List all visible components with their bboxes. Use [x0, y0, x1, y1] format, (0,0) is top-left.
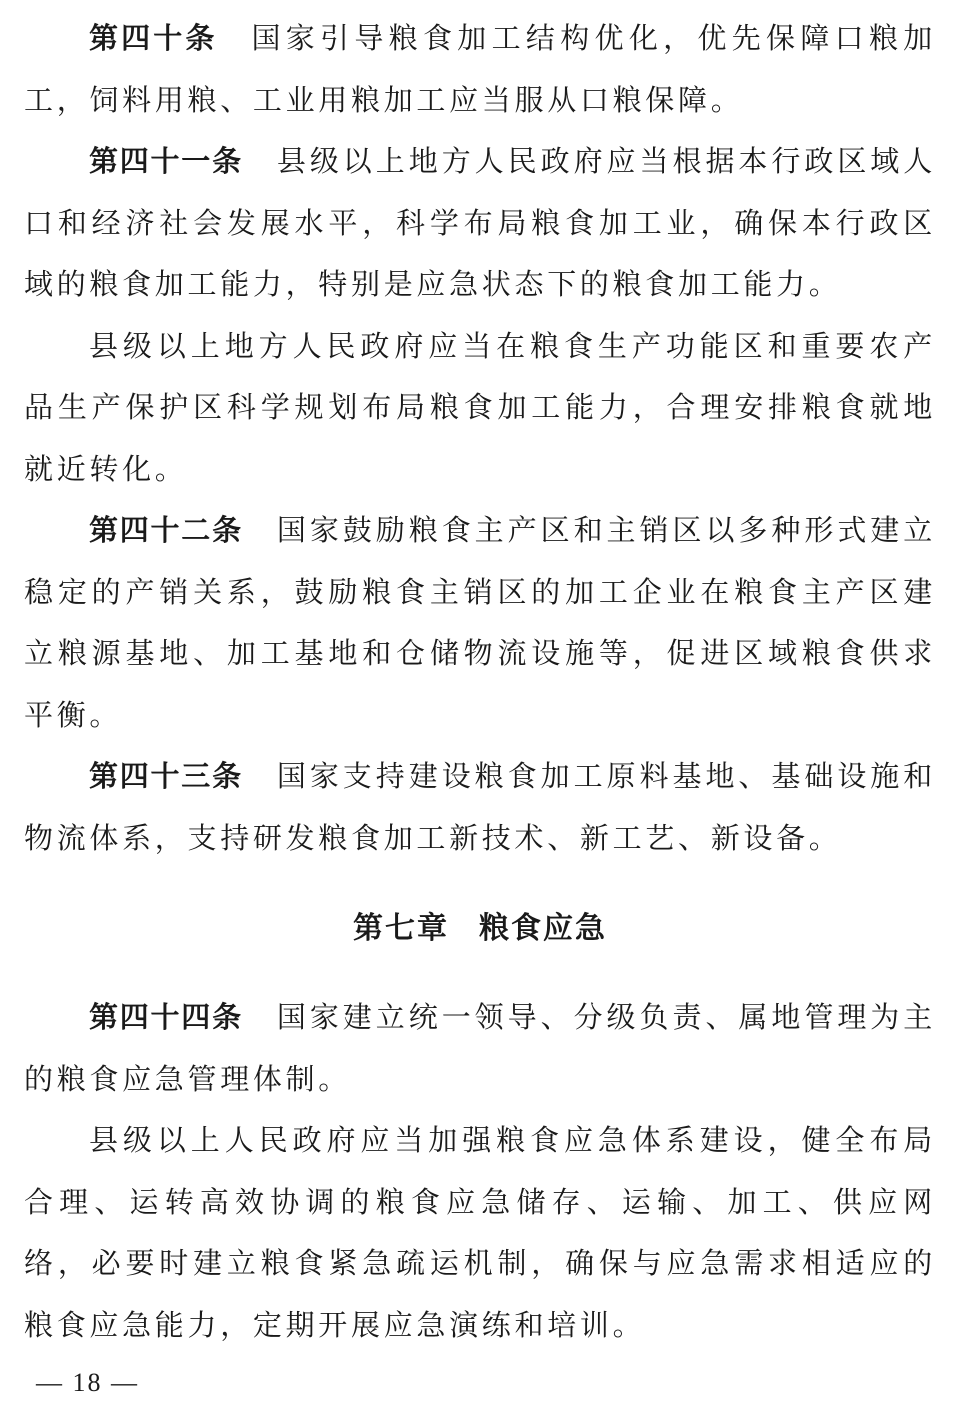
- article-text: 国家支持建设粮食加工原料基地、基础设施和物流体系，支持研发粮食加工新技术、新工艺、新设备。: [24, 759, 936, 855]
- article-number: 第四十二条: [89, 513, 243, 547]
- chapter-title: 粮食应急: [479, 911, 607, 946]
- document-page: [24, 8, 936, 1356]
- article-number: 第四十三条: [89, 759, 243, 793]
- article-text: 县级以上地方人民政府应当根据本行政区域人口和经济社会发展水平，科学布局粮食加工业，确保本行政区域的粮食加工能力，特别是应急状态下的粮食加工能力。: [24, 144, 936, 301]
- article-text: 国家引导粮食加工结构优化，优先保障口粮加工，饲料用粮、工业用粮加工应当服从口粮保障。: [24, 21, 936, 117]
- page-number: — 18 —: [36, 1368, 139, 1397]
- article-number: 第四十一条: [89, 144, 243, 178]
- chapter-number: 第七章: [353, 911, 449, 946]
- paragraph-text: 县级以上人民政府应当加强粮食应急体系建设，健全布局合理、运转高效协调的粮食应急储存、运输、加工、供应网络，必要时建立粮食紧急疏运机制，确保与应急需求相适应的粮食应急能力，定期开展应急演练和培训。: [24, 1123, 936, 1342]
- article-44-paragraph-2: [24, 1110, 936, 1356]
- paragraph-text: 县级以上地方人民政府应当在粮食生产功能区和重要农产品生产保护区科学规划布局粮食加工能力，合理安排粮食就地就近转化。: [24, 328, 936, 486]
- article-text: 国家建立统一领导、分级负责、属地管理为主的粮食应急管理体制。: [24, 1000, 936, 1096]
- article-number: 第四十条: [89, 21, 218, 55]
- chapter-heading: [24, 897, 936, 961]
- article-41: [24, 131, 936, 316]
- article-text: 国家鼓励粮食主产区和主销区以多种形式建立稳定的产销关系，鼓励粮食主销区的加工企业在粮食主产区建立粮源基地、加工基地和仓储物流设施等，促进区域粮食供求平衡。: [24, 513, 936, 732]
- article-40: [24, 8, 936, 131]
- article-42: [24, 500, 936, 746]
- article-43: [24, 746, 936, 869]
- article-number: 第四十四条: [89, 1000, 243, 1034]
- article-44: [24, 987, 936, 1110]
- article-41-paragraph-2: [24, 316, 936, 501]
